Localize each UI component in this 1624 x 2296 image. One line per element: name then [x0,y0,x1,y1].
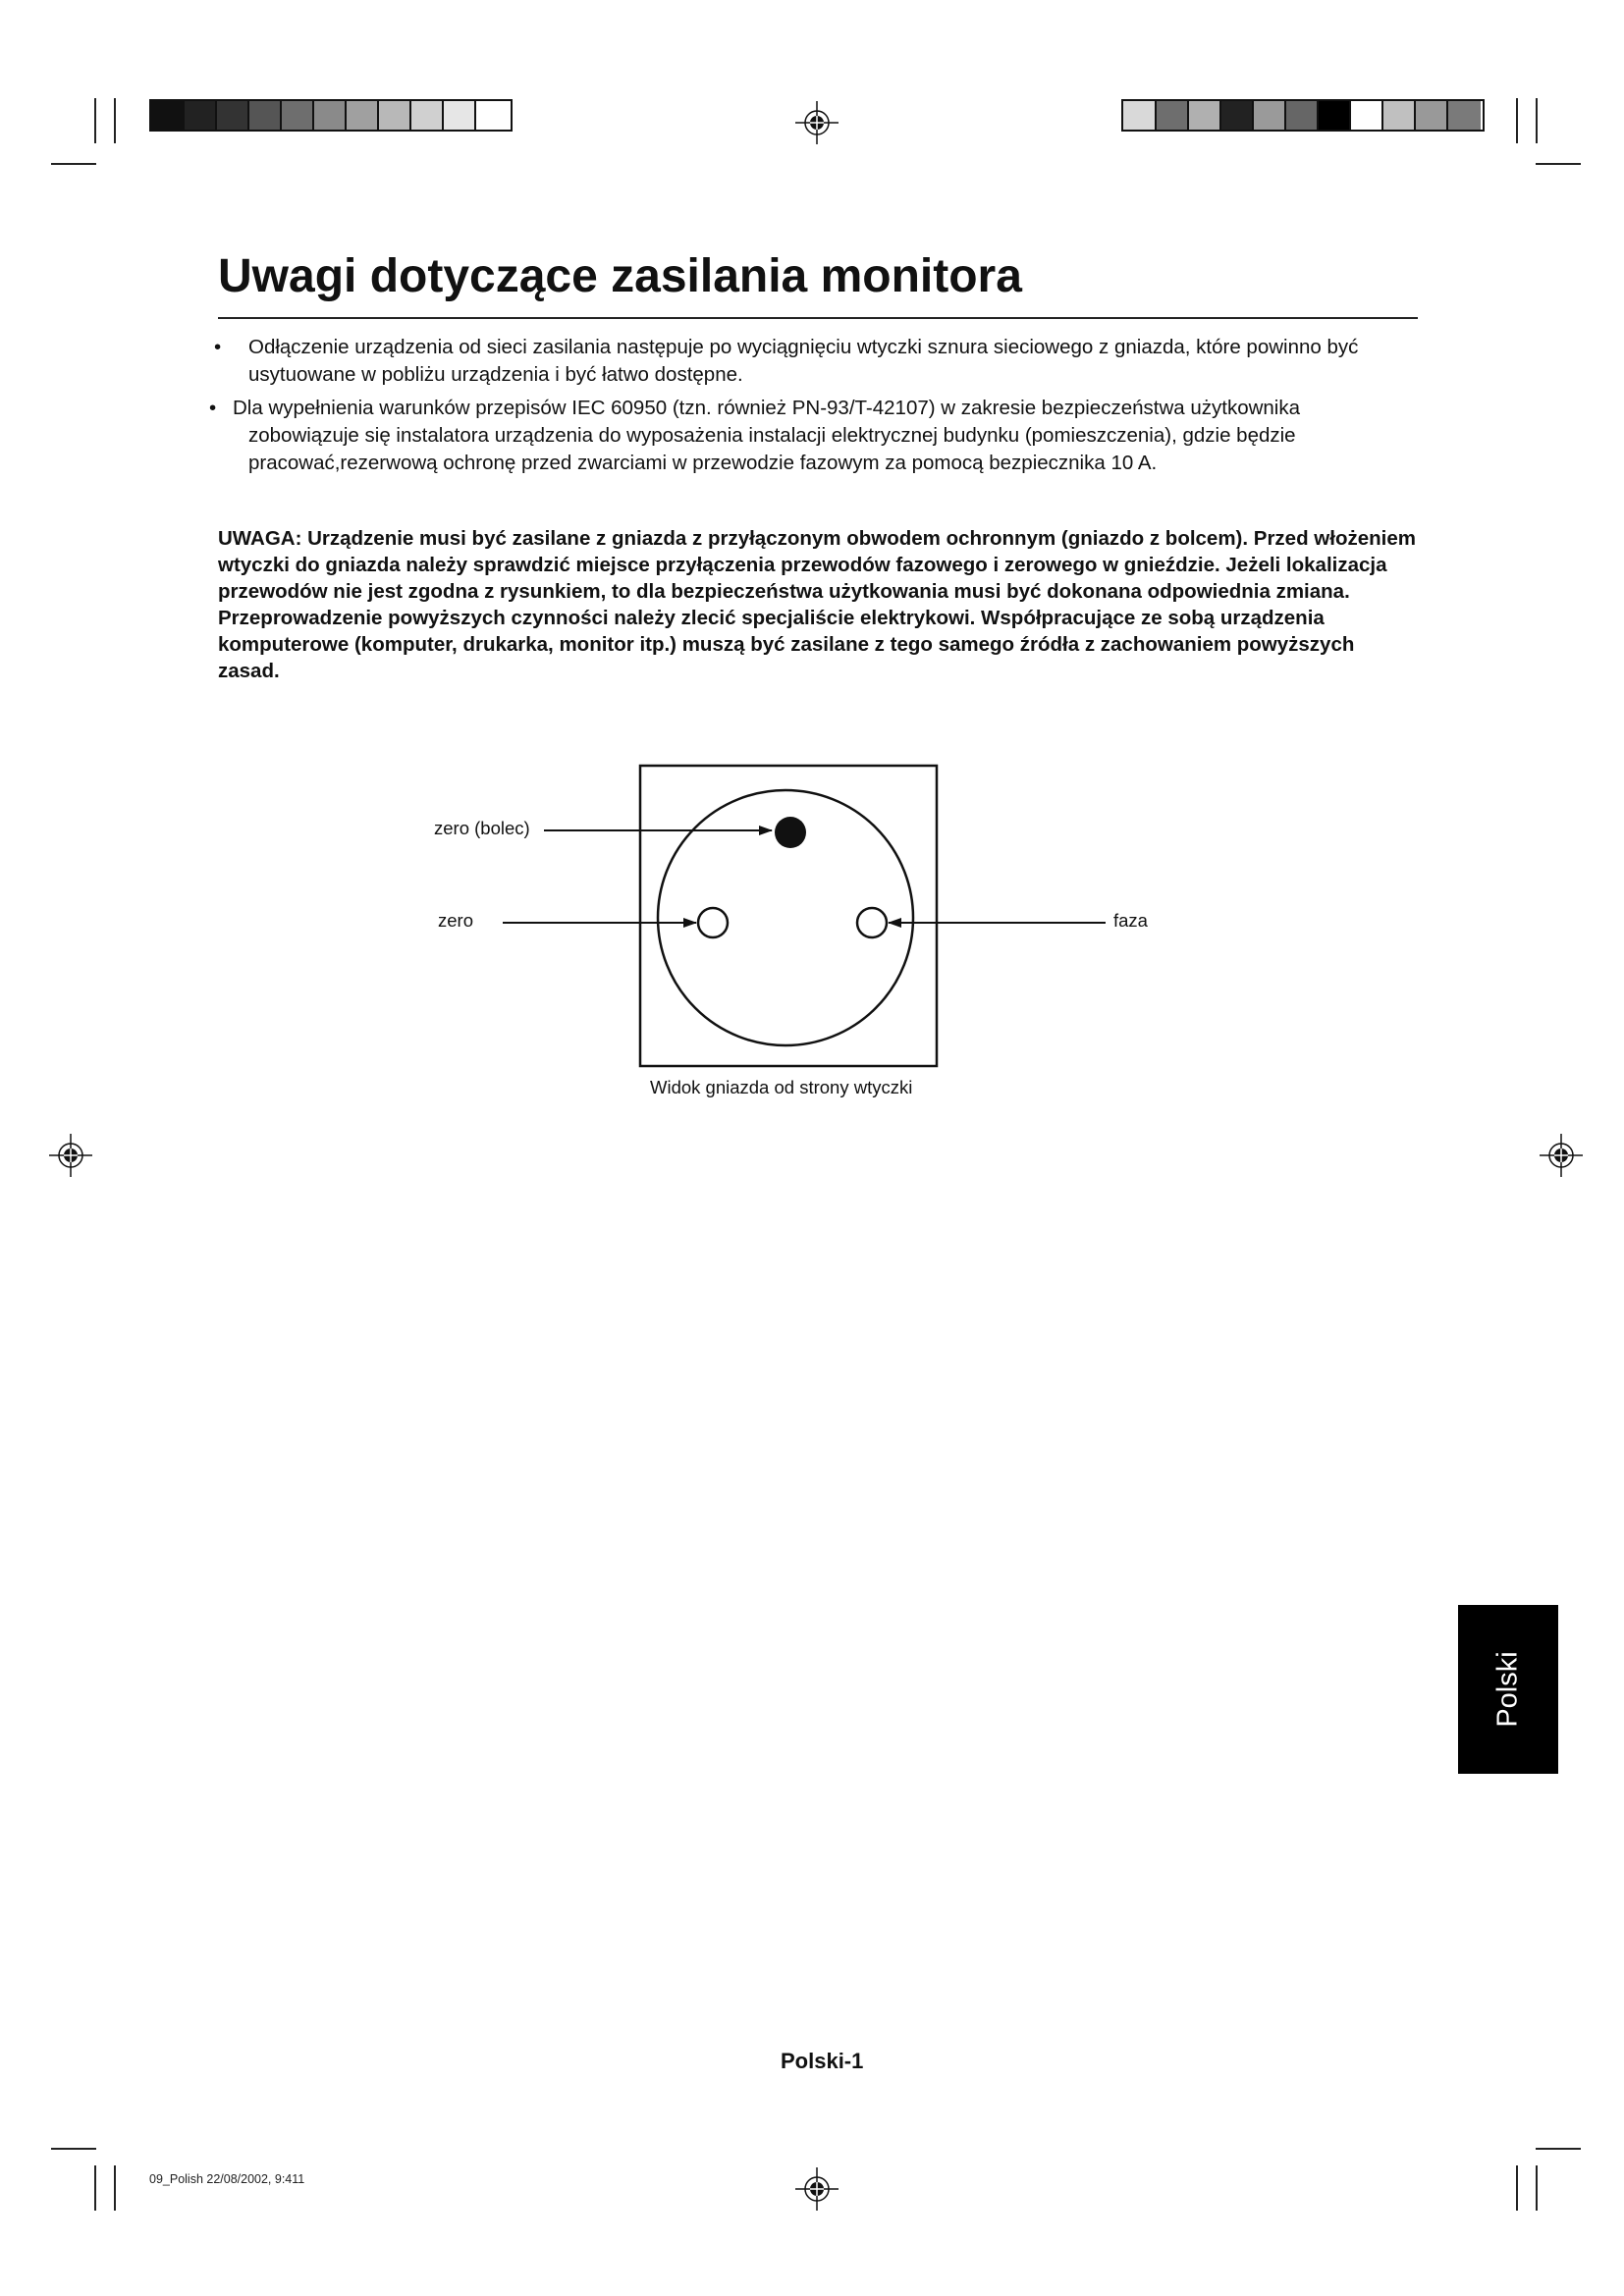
warning-paragraph: UWAGA: Urządzenie musi być zasilane z gniazda z przyłączonym obwodem ochronnym (gniazdo z bolcem). Przed włożeniem wtyczki do gniazda należy sprawdzić miejsce przyłączenia przewodów fazowego i zerowego w gnieździe. Jeżeli lokalizacja przewodów nie jest zgodna z rysunkiem, to dla bezpieczeństwa użytkowania musi być dokonana odpowiednia zmiana. Przeprowadzenie powyższych czynności należy zlecić specjaliście elektrykowi. Współpracujące ze sobą urządzenia komputerowe (komputer, drukarka, monitor itp.) muszą być zasilane z tego samego źródła z zachowaniem powyższych zasad. [218,527,1416,682]
label-ground-pin: zero (bolec) [434,818,530,838]
color-bar-cell [217,101,249,130]
color-bar-cell [282,101,314,130]
color-bar-cell [379,101,411,130]
crop-mark [1536,163,1581,165]
color-bar-cell [1286,101,1319,130]
color-bar-cell [1157,101,1189,130]
registration-mark-icon [795,2167,839,2211]
crop-mark [1516,98,1518,143]
color-bar-cell [249,101,282,130]
color-bar-left [149,99,513,132]
label-phase: faza [1113,910,1148,931]
language-tab-label: Polski [1491,1651,1524,1728]
bullet-marker: • [214,336,222,358]
crop-mark [114,98,116,143]
notice-list [209,334,1427,483]
crop-mark [51,163,96,165]
registration-mark-icon [49,1134,92,1177]
color-bar-cell [185,101,217,130]
page-title: Uwagi dotyczące zasilania monitora [218,250,1022,302]
color-bar-cell [411,101,444,130]
color-bar-cell [1351,101,1383,130]
socket-outline [640,766,937,1066]
list-item [209,334,1427,389]
registration-mark-icon [795,101,839,144]
file-info: 09_Polish 22/08/2002, 9:411 [149,2172,305,2186]
title-divider [218,317,1418,319]
crop-mark [114,2165,116,2211]
list-item-text-line: Dla wypełnienia warunków przepisów IEC 60950 (tzn. również PN-93/T-42107) w zakresie bezpieczeństwa użytkownika [233,397,1301,419]
language-tab [1458,1605,1558,1774]
crop-mark [1536,2165,1538,2211]
list-item [209,395,1427,477]
color-bar-cell [314,101,347,130]
page-number: Polski-1 [781,2049,864,2073]
label-zero: zero [438,910,473,931]
crop-mark [1536,98,1538,143]
socket-diagram [412,756,1178,1109]
bullet-marker: • [209,397,217,419]
color-bar-cell [151,101,185,130]
color-bar-cell [1221,101,1254,130]
color-bar-cell [444,101,476,130]
color-bar-right [1121,99,1485,132]
crop-mark [51,2148,96,2150]
crop-mark [94,2165,96,2211]
registration-mark-icon [1540,1134,1583,1177]
color-bar-cell [1416,101,1448,130]
color-bar-cell [347,101,379,130]
color-bar-cell [1319,101,1351,130]
socket-diagram-drawing [412,756,1178,1080]
list-item-text: zobowiązuje się instalatora urządzenia do wyposażenia instalacji elektrycznej budynku (pomieszczenia), gdzie będzie pracować,rezerwową ochronę przed zwarciami w przewodzie fazowym za pomocą bezpiecznika 10 A. [248,424,1296,474]
color-bar-cell [1383,101,1416,130]
ground-pin-icon [775,817,806,848]
color-bar-cell [1254,101,1286,130]
color-bar-cell [1448,101,1481,130]
neutral-hole-icon [698,908,728,937]
crop-mark [1536,2148,1581,2150]
list-item-text: Odłączenie urządzenia od sieci zasilania następuje po wyciągnięciu wtyczki sznura sieciowego z gniazda, które powinno być usytuowane w pobliżu urządzenia i być łatwo dostępne. [248,336,1359,386]
crop-mark [1516,2165,1518,2211]
crop-mark [94,98,96,143]
phase-hole-icon [857,908,887,937]
diagram-caption: Widok gniazda od strony wtyczki [650,1077,913,1097]
color-bar-cell [1189,101,1221,130]
color-bar-cell [476,101,509,130]
color-bar-cell [1123,101,1157,130]
